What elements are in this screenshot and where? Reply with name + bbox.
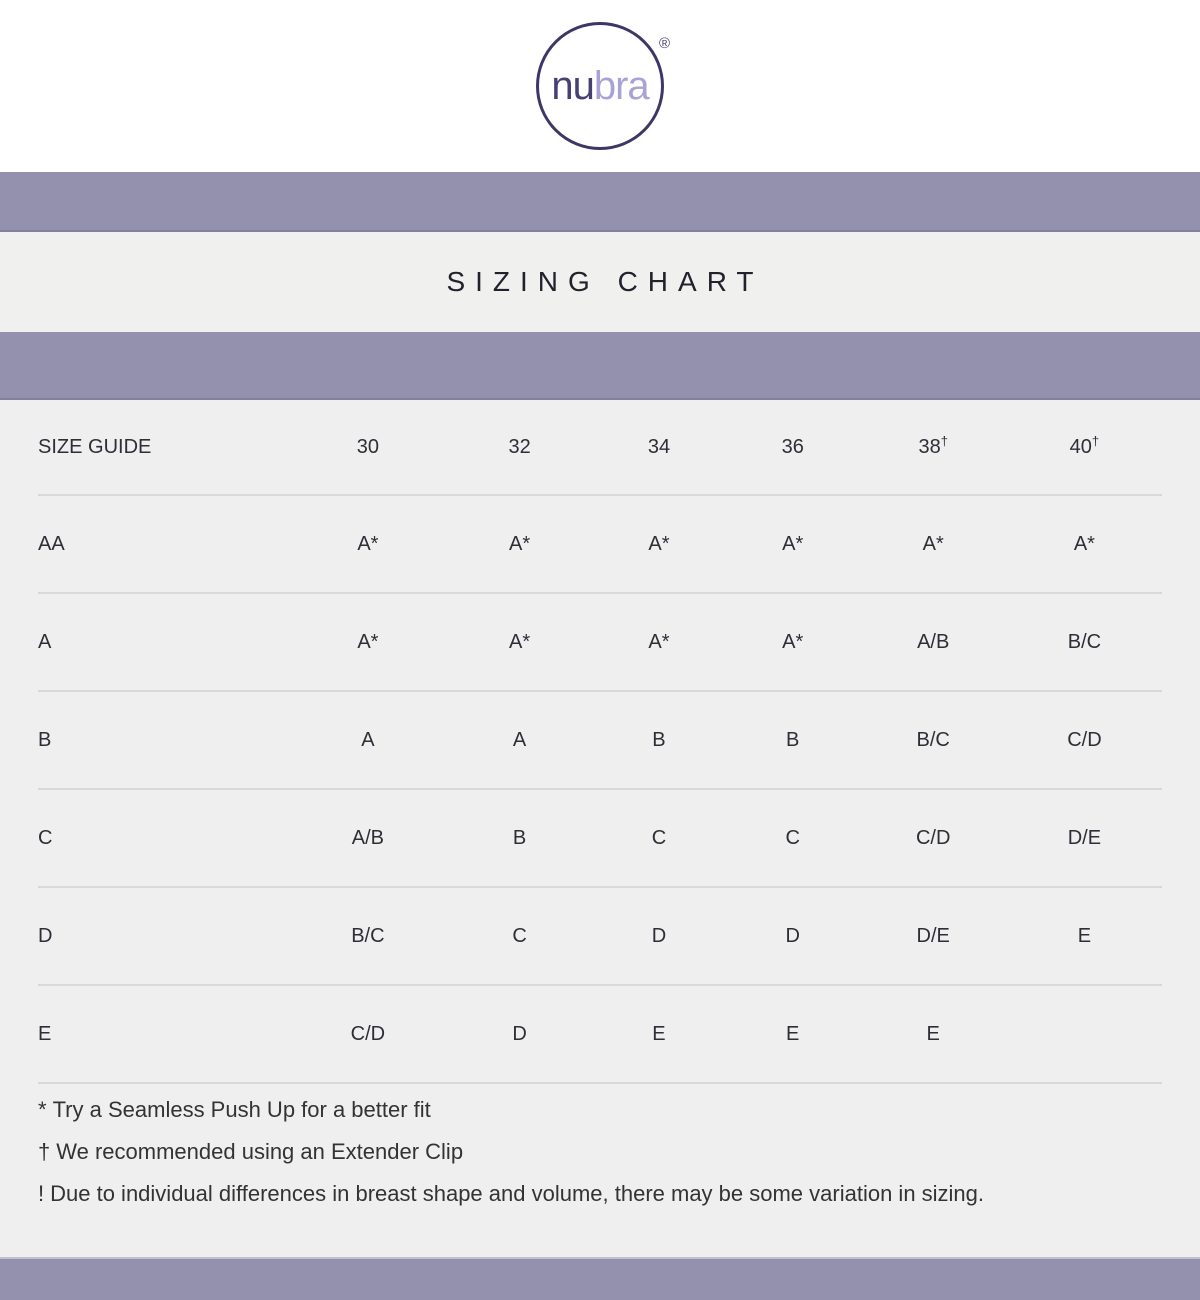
footnote-sizing-variation [38, 1173, 1162, 1215]
table-row-aa [38, 495, 1162, 593]
column-header-32 [447, 400, 592, 495]
table-row-b [38, 691, 1162, 789]
size-cell: A* [782, 532, 804, 555]
column-header-36 [726, 400, 860, 495]
size-cell: A* [509, 630, 531, 653]
logo-wordmark [551, 66, 648, 106]
nubra-logo [536, 22, 670, 150]
size-cell: A* [922, 532, 944, 555]
size-cell: C [512, 924, 527, 947]
logo-text-nu: nu [551, 64, 594, 108]
size-cell: A/B [917, 630, 950, 653]
column-header-label: 40 [1069, 435, 1092, 458]
column-header-38 [860, 400, 1007, 495]
size-cell: A [512, 728, 527, 751]
size-cell: B/C [1067, 630, 1102, 653]
size-cell: C/D [915, 826, 951, 849]
size-guide-label: SIZE GUIDE [38, 435, 152, 458]
size-cell: E [926, 1022, 940, 1045]
sizing-table [38, 400, 1162, 1084]
size-cell: A/B [351, 826, 384, 849]
row-label: C [38, 826, 53, 849]
registered-trademark-icon: ® [658, 35, 670, 52]
row-label: D [38, 924, 53, 947]
size-cell: A* [509, 532, 531, 555]
size-cell: B [786, 728, 800, 751]
exclamation-marker: ! [38, 1181, 45, 1206]
column-header-40 [1007, 400, 1162, 495]
header-band [0, 172, 1200, 232]
size-cell: E [786, 1022, 800, 1045]
size-cell: E [1077, 924, 1092, 947]
size-cell: C [785, 826, 800, 849]
size-cell: D/E [1067, 826, 1102, 849]
logo-section [0, 0, 1200, 172]
size-cell: B/C [916, 728, 950, 751]
column-header-30 [289, 400, 447, 495]
row-label: AA [38, 532, 65, 555]
row-label: E [38, 1022, 52, 1045]
table-row-c [38, 789, 1162, 887]
size-cell: A* [648, 630, 670, 653]
row-label: B [38, 728, 52, 751]
size-cell: A* [357, 630, 379, 653]
table-header-row [38, 400, 1162, 495]
column-header-34 [592, 400, 726, 495]
dagger-marker: † [38, 1139, 51, 1164]
column-header-label: 32 [508, 435, 531, 458]
size-cell: A* [782, 630, 804, 653]
footnote-text: We recommended using an Extender Clip [56, 1139, 464, 1164]
table-row-d [38, 887, 1162, 985]
footnotes [38, 1084, 1162, 1215]
footnote-text: Try a Seamless Push Up for a better fit [52, 1097, 431, 1122]
size-cell: C [651, 826, 667, 849]
logo-text-bra: bra [593, 64, 649, 108]
size-cell: B [512, 826, 527, 849]
size-cell: C/D [1067, 728, 1102, 751]
size-cell: A [361, 728, 375, 751]
footnote-seamless-push-up [38, 1089, 1162, 1131]
table-row-a [38, 593, 1162, 691]
dagger-icon: † [940, 432, 948, 448]
size-cell: B/C [351, 924, 385, 947]
size-cell: A* [648, 532, 670, 555]
size-cell: E [652, 1022, 666, 1045]
asterisk-marker: * [38, 1097, 47, 1122]
column-header-label: 36 [781, 435, 804, 458]
size-cell: A* [1073, 532, 1095, 555]
size-cell [1007, 985, 1162, 1083]
size-cell: D [651, 924, 667, 947]
size-cell: D/E [916, 924, 950, 947]
footnote-extender-clip [38, 1131, 1162, 1173]
footer-band [0, 1257, 1200, 1300]
page-title: SIZING CHART [446, 266, 764, 297]
size-cell: D [512, 1022, 527, 1045]
title-band [0, 232, 1200, 332]
table-row-e [38, 985, 1162, 1083]
footnote-text: Due to individual differences in breast shape and volume, there may be some variation in sizing. [50, 1181, 985, 1206]
size-cell: B [652, 728, 666, 751]
content-area [0, 400, 1200, 1257]
column-header-label: 30 [356, 435, 379, 458]
column-header-label: 34 [647, 435, 671, 458]
row-label: A [38, 630, 52, 653]
size-cell: A* [357, 532, 379, 555]
dagger-icon: † [1091, 432, 1100, 448]
subheader-band [0, 332, 1200, 400]
column-header-label: 38 [918, 435, 941, 458]
size-cell: D [785, 924, 800, 947]
size-cell: C/D [350, 1022, 386, 1045]
